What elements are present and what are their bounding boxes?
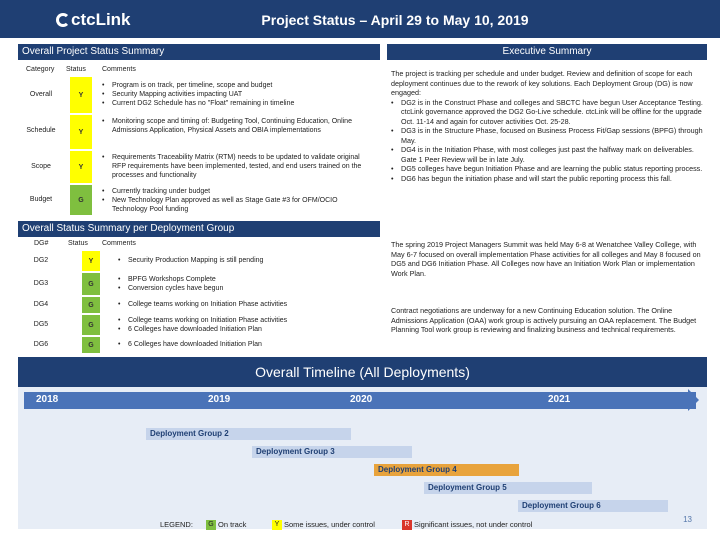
status-badge: Y: [70, 115, 92, 149]
comment: • Requirements Traceability Matrix (RTM) needs to be updated to validate original RFP requirements have been implemented, tested, and end users trained on the processes and functionality: [102, 153, 374, 180]
row-comments: [118, 316, 374, 334]
comment: • 6 Colleges have downloaded Initiation Plan: [118, 340, 374, 349]
row-category: Scope: [31, 163, 51, 170]
logo-text: ctcLink: [71, 10, 131, 29]
header-bar: [0, 0, 720, 38]
exec-bullets: [391, 98, 707, 184]
comment: • Program is on track, per timeline, scope and budget: [102, 81, 374, 90]
table-row: [18, 185, 374, 215]
row-dg: DG4: [33, 301, 49, 308]
deployment-group-4-bar: Deployment Group 4: [374, 464, 519, 476]
legend-item-red: [402, 520, 532, 530]
exec-paragraph-3: Contract negotiations are underway for a new Continuing Education solution. The Online Admissions Application (OAA) work group is actively pursuing an OAA replacement. The Budget Planning Tool work group is reviewing and finalizing business and technical requirements.: [391, 306, 697, 334]
row-category: Overall: [29, 91, 53, 98]
row-comments: [118, 340, 374, 349]
row-comments: [102, 117, 374, 135]
comment: • College teams working on Initiation Phase activities: [118, 316, 374, 325]
row-dg: DG5: [33, 321, 49, 328]
exec-bullet: • DG3 is in the Structure Phase, focused on Business Process Fit/Gap sessions (BPFG) through May.: [391, 126, 707, 145]
year-label: 2019: [208, 394, 231, 405]
comment: • Current DG2 Schedule has no "Float" remaining in timeline: [102, 99, 374, 108]
row-dg: DG2: [33, 257, 49, 264]
deployment-group-5-bar: Deployment Group 5: [424, 482, 592, 494]
comment: • Monitoring scope and timing of: Budgeting Tool, Continuing Education, Online Admissions Application, Physical Assets and OBIA implementations: [102, 117, 374, 135]
exec-bullet: • DG6 has begun the initiation phase and will start the public reporting process this fall.: [391, 174, 707, 184]
legend-text: Some issues, under control: [284, 520, 375, 529]
status-badge: G: [82, 337, 100, 353]
row-comments: [118, 275, 374, 293]
row-comments: [118, 300, 374, 309]
comment: • Conversion cycles have begun: [118, 284, 374, 293]
year-label: 2018: [36, 394, 59, 405]
table-row: [18, 273, 374, 295]
year-label: 2021: [548, 394, 571, 405]
legend-swatch: R: [402, 520, 412, 530]
row-comments: [118, 256, 374, 265]
comment: • Security Production Mapping is still pending: [118, 256, 374, 265]
col-comments: Comments: [102, 66, 136, 73]
legend-item-green: [206, 520, 246, 530]
legend-text: On track: [218, 520, 247, 529]
logo-icon: [56, 13, 70, 27]
deployment-group-6-bar: Deployment Group 6: [518, 500, 668, 512]
row-comments: [102, 81, 374, 108]
table-row: [18, 337, 374, 353]
status-badge: Y: [70, 77, 92, 113]
comment: • Currently tracking under budget: [102, 187, 374, 196]
page-number: 13: [683, 515, 692, 524]
row-category: Budget: [29, 196, 53, 203]
status-badge: Y: [70, 151, 92, 183]
col-status: Status: [66, 66, 86, 73]
comment: • College teams working on Initiation Phase activities: [118, 300, 374, 309]
table-row: [18, 315, 374, 335]
legend-swatch: G: [206, 520, 216, 530]
row-dg: DG3: [33, 280, 49, 287]
row-category: Schedule: [26, 127, 56, 134]
row-dg: DG6: [33, 341, 49, 348]
status-badge: G: [70, 185, 92, 215]
row-comments: [102, 187, 374, 214]
deployment-group-3-bar: Deployment Group 3: [252, 446, 412, 458]
exec-intro: The project is tracking per schedule and under budget. Review and definition of scope for each deployment continues due to the rework of key solutions. Each Deployment Group (DG) is now engaged:: [391, 69, 693, 97]
exec-bullet: • DG2 is in the Construct Phase and colleges and SBCTC have begun User Acceptance Testing. ctcLink governance approved the DG2 Go-Live schedule. ctcLink will be offline for the upgrade Oct. 11-14 and again for cutover activities Oct. 25-28.: [391, 98, 707, 127]
status-badge: G: [82, 315, 100, 335]
row-comments: [102, 153, 374, 180]
exec-bullet: • DG4 is in the Initiation Phase, with most colleges just past the halfway mark on deliverables. Gate 1 Peer Review will be in late July.: [391, 145, 707, 164]
comment: • BPFG Workshops Complete: [118, 275, 374, 284]
comment: • 6 Colleges have downloaded Initiation Plan: [118, 325, 374, 334]
legend-text: Significant issues, not under control: [414, 520, 533, 529]
exec-bullet: • DG5 colleges have begun Initiation Phase and are learning the public status reporting process.: [391, 164, 707, 174]
col-category: Category: [26, 66, 55, 73]
legend-label: LEGEND:: [160, 520, 193, 529]
table-row: [18, 77, 374, 113]
col-status: Status: [68, 240, 88, 247]
deployment-summary-heading: Overall Status Summary per Deployment Group: [18, 221, 380, 237]
executive-summary-heading: Executive Summary: [387, 44, 707, 60]
comment: • Security Mapping activities impacting UAT: [102, 90, 374, 99]
table-row: [18, 115, 374, 149]
page-title: Project Status – April 29 to May 10, 2019: [261, 12, 529, 28]
status-badge: G: [82, 297, 100, 313]
table-row: [18, 151, 374, 183]
comment: • New Technology Plan approved as well as Stage Gate #3 for OFM/OCIO Technology Pool funding: [102, 196, 374, 214]
timeline-heading: Overall Timeline (All Deployments): [18, 357, 707, 387]
col-dg: DG#: [34, 240, 49, 247]
timeline-year-bar: [24, 392, 696, 409]
status-badge: G: [82, 273, 100, 295]
executive-summary-body: [391, 69, 707, 183]
legend-item-yellow: [272, 520, 375, 530]
timeline-arrow-icon: [688, 389, 699, 411]
deployment-group-2-bar: Deployment Group 2: [146, 428, 351, 440]
overall-summary-heading: Overall Project Status Summary: [18, 44, 380, 60]
legend-swatch: Y: [272, 520, 282, 530]
status-badge: Y: [82, 251, 100, 271]
exec-paragraph-2: The spring 2019 Project Managers Summit was held May 6-8 at Wenatchee Valley College, with May 6-7 focused on overall implementation Phase activities for all colleges and May 8 focused on DG5 and DG6 Initiation Phase. All Colleges now have an Initiation Work Plan or implementation Work Plan.: [391, 240, 701, 278]
col-comments: Comments: [102, 240, 136, 247]
ctclink-logo: [56, 10, 131, 30]
table-row: [18, 297, 374, 313]
table-row: [18, 251, 374, 271]
year-label: 2020: [350, 394, 373, 405]
